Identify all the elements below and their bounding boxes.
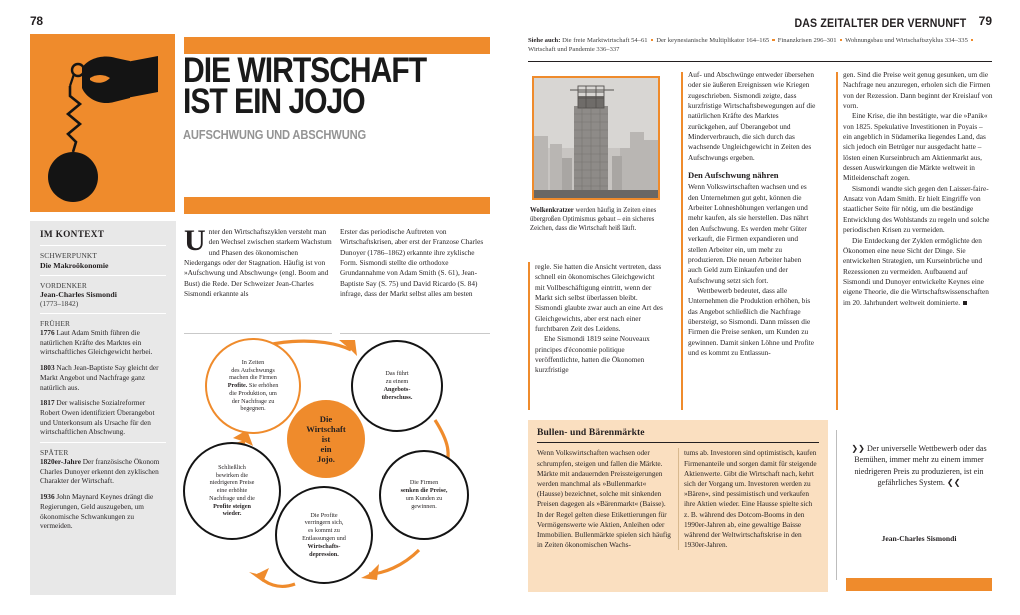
separator-square-icon [651, 39, 654, 42]
see-also-item[interactable]: Wohnungsbau und Wirtschaftszyklus 334–335 [845, 37, 968, 44]
column-divider [184, 333, 332, 334]
quote-divider [836, 430, 837, 580]
accent-bar-col2 [681, 72, 683, 410]
context-item-text: Laut Adam Smith führen die natürlichen Kräfte des Marktes ein wirtschaftliches Gleichgewicht herbei. [40, 328, 153, 357]
headline-line-1: DIE WIRTSCHAFT [183, 51, 427, 90]
see-also-label: Siehe auch: [528, 37, 561, 44]
cycle-node-boom-text: In Zeiten des Aufschwungs machen die Firmen Profite. Sie erhöhen die Produktion, um der Nachfrage zu begegnen. [227, 358, 279, 413]
context-focus-label: SCHWERPUNKT [40, 251, 98, 260]
context-item [40, 492, 166, 531]
col3-para-3: Sismondi wandte sich gegen den Laisser-faire-Ansatz von Adam Smith. Er hielt Eingriffe von staatlicher Seite für nötig, um die beständige Entwicklung des Wohlstands zu regeln und solche periodischen Krisen zu vermeiden. [843, 183, 990, 235]
context-thinker-value: Jean-Charles Sismondi [40, 290, 117, 299]
cycle-node-oversupply [351, 340, 443, 432]
divider [537, 442, 819, 443]
col3-para-2: Eine Krise, die ihn bestätigte, war die »Panik« von 1825. Spekulative Investitionen in Poyais – ein angeblich in Südamerika liegendes Land, das sich jedoch ein Betrüger nur ausgedacht hatte – lösten einen Kurseinbruch am Aktienmarkt aus, dessen Auswirkungen die Märkte weltweit in Mitleidenschaft zogen. [843, 111, 988, 183]
context-thinker-label: VORDENKER [40, 280, 87, 290]
page-number-left: 78 [30, 14, 43, 28]
section-rule [528, 61, 992, 62]
col1-para-2: Ehe Sismondi 1819 seine Nouveaux principes d'économie politique veröffentlichte, hatten die Ökonomen kurzfristige [535, 334, 650, 375]
cycle-node-center [287, 400, 365, 478]
context-earlier-list [40, 328, 166, 437]
cycle-node-depression [275, 486, 373, 584]
caption-lead: Wolkenkratzer [530, 207, 574, 214]
separator-square-icon [971, 39, 974, 42]
pull-quote-attribution: Jean-Charles Sismondi [881, 534, 957, 543]
skyscraper-photo-graphic [534, 78, 658, 198]
separator-square-icon [772, 39, 775, 42]
divider [40, 275, 166, 276]
bull-bear-title: Bullen- und Bärenmärkte [537, 427, 645, 438]
see-also-item[interactable]: Die freie Marktwirtschaft 54–61 [562, 37, 648, 44]
context-item-year: 1936 [40, 492, 55, 502]
see-also-item[interactable]: Wirtschaft und Pandemie 336–337 [528, 46, 620, 54]
context-item-year: 1820er-Jahre [40, 457, 81, 467]
skyscraper-photo [532, 76, 660, 200]
headline-rule-bottom [184, 197, 490, 214]
bull-bear-text [537, 448, 819, 550]
end-mark-icon [963, 301, 967, 305]
col2-para-1: Auf- und Abschwünge entweder übersehen oder sie äußeren Ereignissen wie Kriegen zugeschrieben. Sismondi zeigte, dass kurzfristige Wirtschaftsbewegungen auf die natürlichen Kräfte des Marktes zurückgehen, auf Überangebot und Minderverbrauch, die sich durch das wachsende Ungleichgewicht in Zeiten des Aufschwungs ergeben. [688, 70, 816, 162]
page-number-right: 79 [978, 14, 992, 28]
cycle-center-text: Die Wirtschaft ist ein Jojo. [306, 414, 346, 464]
cycle-node-depression-text: Die Profite verringern sich, es kommt zu Entlassungen und Wirtschafts- depression. [302, 511, 346, 558]
see-also-item[interactable]: Der keynesianische Multiplikator 164–165 [656, 37, 770, 44]
bull-bear-col2: tums ab. Investoren sind optimistisch, kaufen Firmenanteile und sorgen damit für steigende Aktienwerte. Gibt die Wirtschaft nach, kehrt sich der Vorgang um. Investoren werden zu »Bären«, sind pessimistisch und verkaufen ihre Aktien wieder. Eine Hausse spielte sich z. B. während des Dotcom-Booms in den 1990er-Jahren ab, eine gewaltige Baisse während der Weltwirtschaftskrise in den 1930er-Jahren. [684, 448, 817, 550]
accent-bar-col3 [836, 72, 838, 410]
intro-column-1 [184, 224, 332, 327]
photo-caption [530, 206, 664, 234]
context-item-text: John Maynard Keynes drängt die Regierungen, Geld auszugeben, um ökonomische Schwankungen zu vermeiden. [40, 492, 154, 531]
intro-col1-text: nter den Wirtschaftszyklen versteht man den Wechsel zwischen starkem Wachstum und Phasen des ökonomischen Niedergangs oder der Stagnation. Häufig ist von »Aufschwung und Abschwung« (engl. Boom and Bust) die Rede. Der Schweizer Jean-Charles Sismondi erkannte als [184, 227, 332, 299]
intro-column-2 [340, 227, 490, 327]
cycle-node-recovery [183, 442, 281, 540]
see-also-items [528, 37, 976, 53]
intro-col2-text: Erster das periodische Auftreten von Wirtschaftskrisen, aber erst der Franzose Charles Dunoyer (1786–1862) erkannte ihre zyklische Form. Sismondi stellte die orthodoxe Grundannahme von Adam Smith (S. 61), Jean-Baptiste Say (S. 75) und David Ricardo (S. 84) infrage, dass der Markt selbst alles am besten [340, 227, 484, 299]
col1-para-1: regle. Sie hatten die Ansicht vertreten, dass schnell ein ökonomisches Gleichgewicht mit Vollbeschäftigung eintritt, wenn der Markt sich selbst überlassen bleibt. Sismondi glaubte zwar auch an eine Art des Gleichgewichts, aber erst nach einer furchtbaren Zeit des Leidens. [535, 262, 663, 334]
divider [40, 442, 166, 443]
headline-line-2: IST EIN JOJO [183, 82, 365, 121]
context-item-text: Der französische Ökonom Charles Dunoyer erkennt den zyklischen Charakter der Wirtschaft. [40, 457, 160, 486]
cycle-node-boom [205, 338, 301, 434]
context-later-list [40, 457, 166, 531]
cycle-node-recovery-text: Schließlich bewirken die niedrigeren Preise eine erhöhte Nachfrage und die Profite steigen wieder. [209, 463, 255, 518]
col3-para-4 [843, 236, 993, 308]
context-item-text: Nach Jean-Baptiste Say gleicht der Markt Angebot und Nachfrage ganz natürlich aus. [40, 363, 159, 392]
running-head: DAS ZEITALTER DER VERNUNFT [794, 16, 966, 30]
cycle-node-price-cut-text: Die Firmen senken die Preise, um Kunden zu gewinnen. [400, 479, 448, 510]
context-item-text: Der walisische Sozialreformer Robert Owen identifiziert Überangebot und Unterkonsum als Ursache für den wirtschaftlichen Abschwung. [40, 398, 155, 437]
yoyo-illustration [30, 34, 175, 212]
col3-para-1: gen. Sind die Preise weit genug gesunken, um die Nachfrage neu anzuregen, erholen sich die Firmen von der Rezession. Dann beginnt der Kreislauf von vorn. [843, 70, 993, 111]
bull-bear-box [528, 420, 828, 592]
caption-rest: werden häufig in Zeiten eines übergroßen Optimismus gebaut – ein sicheres Zeichen, dass die Wirtschaft heiß läuft. [530, 207, 657, 233]
context-focus-value: Die Makroökonomie [40, 260, 109, 270]
body-column-1 [535, 262, 663, 376]
body-column-2 [688, 70, 816, 358]
context-item-year: 1776 [40, 328, 55, 337]
context-earlier-label: FRÜHER [40, 319, 71, 328]
col2-para-3: Wettbewerb bedeutet, dass alle Unternehmen die Produktion erhöhen, bis das Angebot schließlich die Nachfrage übersteigt, so Sismondi. Dann müssen die Firmen die Preise senken, um Kunden zu gewinnen. Damit sinken Löhne und Profite und es kommt zu Entlassun- [688, 285, 815, 357]
context-item-year: 1817 [40, 398, 55, 408]
page-title [183, 51, 458, 121]
context-title: IM KONTEXT [40, 230, 105, 240]
divider [40, 313, 166, 314]
see-also-item[interactable]: Finanzkrisen 296–301 [777, 37, 837, 44]
col2-para-2: Wenn Volkswirtschaften wachsen und es den Unternehmen gut geht, können die Arbeiter Lohneshöhungen verlangen und mehr kaufen, als sie herstellen. Das nährt den Aufschwung. Es werden mehr Güter verkauft, die Firmen expandieren und stellen Arbeiter ein, um mehr zu produzieren. Die neuen Arbeiter haben auch Geld zum Einkaufen und der Aufschwung setzt sich fort. [688, 182, 809, 285]
column-divider [340, 333, 490, 334]
context-item [40, 398, 166, 437]
context-item [40, 328, 166, 357]
context-sidebar [30, 221, 176, 595]
pull-quote: ❯❯ Der universelle Wettbewerb oder das Bemühen, immer mehr zu einem immer niedrigeren Preis zu produzieren, ist ein gefährliches System. ❮❮ [851, 444, 987, 487]
context-later-label: SPÄTER [40, 448, 69, 458]
accent-bar-col1 [528, 262, 530, 410]
page-subtitle: AUFSCHWUNG UND ABSCHWUNG [183, 127, 367, 142]
hand-holding-yoyo-icon [30, 34, 175, 212]
context-item [40, 457, 166, 486]
footer-accent-bar [846, 578, 992, 591]
separator-square-icon [840, 39, 843, 42]
context-item [40, 363, 166, 392]
cycle-node-price-cut [379, 450, 469, 540]
col2-subheading: Den Aufschwung nähren [688, 170, 779, 181]
economic-cycle-diagram [183, 338, 495, 606]
drop-cap: U [184, 224, 206, 257]
divider [40, 245, 166, 246]
col3-para-4-text: Die Entdeckung der Zyklen ermöglichte den Ökonomen eine neue Sicht der Dinge. Sie entwickelten Strategien, um Kurseinbrüche und Rezessionen zu vermeiden. Aufbauend auf Sismondi und Dunoyer entwickelte Keynes eine eigene Theorie, die die Wirtschaftswissenschaften im 20. Jahrhundert weltweit dominierte. [843, 235, 989, 307]
cycle-node-oversupply-text: Das führt zu einem Angebots- überschuss. [381, 370, 413, 401]
context-thinker-dates: (1773–1842) [40, 299, 79, 308]
bull-bear-col1: Wenn Volkswirtschaften wachsen oder schrumpfen, steigen und fallen die Märkte. Märkte mit andauernden Preissteigerungen werden manchmal als »Bullenmarkt« (Hausse) bezeichnet, solche mit sinkenden Preisen dagegen als »Bärenmarkt« (Baisse). In der Regel gelten diese Etikettierungen für Vermögenswerte wie Aktien, Anleihen oder Immobilien. Bullenmärkte spielen sich häufig in Zeiten ökonomischen Wachs- [537, 448, 671, 550]
see-also-line [528, 36, 992, 55]
context-item-year: 1803 [40, 363, 55, 373]
body-column-3 [843, 70, 993, 308]
